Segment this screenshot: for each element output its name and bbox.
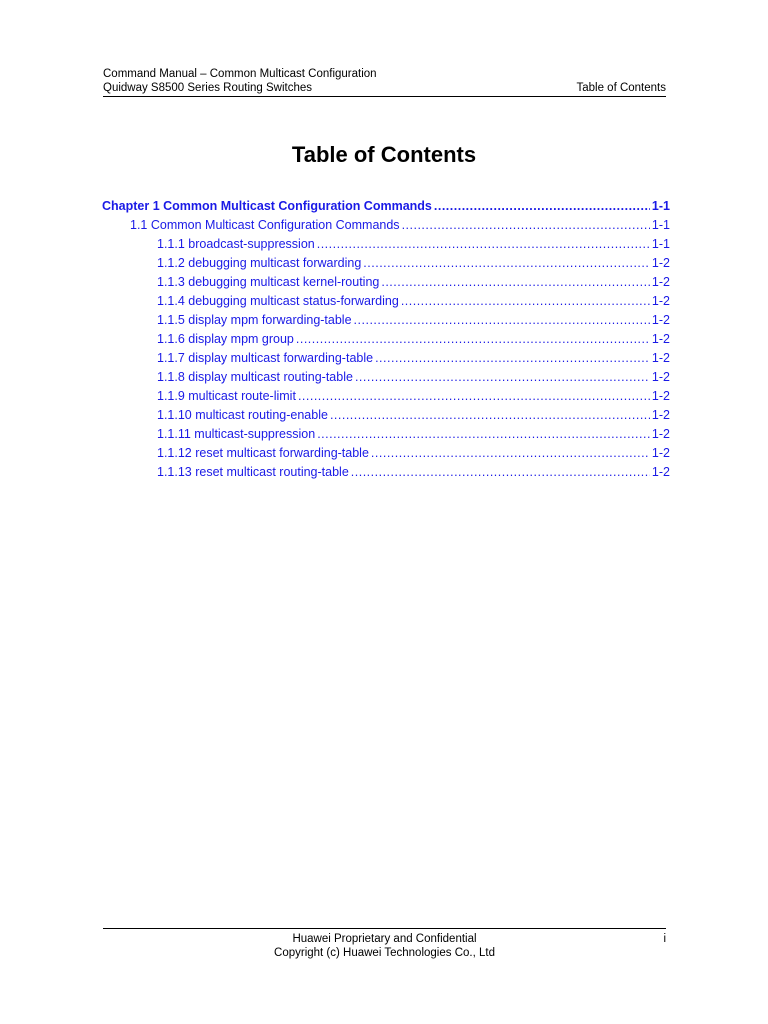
- toc-entry[interactable]: [102, 349, 670, 368]
- header-product-name: Quidway S8500 Series Routing Switches: [103, 82, 313, 94]
- toc-entry-page[interactable]: 1-2: [651, 389, 670, 403]
- toc-dot-leader: [375, 349, 650, 368]
- toc-entry-page[interactable]: 1-2: [651, 351, 670, 365]
- toc-dot-leader: [381, 273, 650, 292]
- toc-dot-leader: [434, 197, 650, 216]
- footer-line-2: [103, 946, 666, 960]
- toc-dot-leader: [330, 406, 650, 425]
- footer-confidentiality: Huawei Proprietary and Confidential: [292, 933, 477, 945]
- toc-entry[interactable]: [102, 254, 670, 273]
- toc-dot-leader: [354, 311, 650, 330]
- toc-entry-label[interactable]: 1.1.7 display multicast forwarding-table: [157, 351, 374, 365]
- toc-entry-page[interactable]: 1-2: [651, 408, 670, 422]
- toc-entry-label[interactable]: 1.1.3 debugging multicast kernel-routing: [157, 275, 380, 289]
- toc-entry-label[interactable]: 1.1.13 reset multicast routing-table: [157, 465, 349, 479]
- toc-entry[interactable]: [102, 235, 670, 254]
- toc-dot-leader: [317, 425, 650, 444]
- toc-entry-page[interactable]: 1-2: [651, 332, 670, 346]
- toc-entry-label[interactable]: 1.1.11 multicast-suppression: [157, 427, 316, 441]
- toc-entry-page[interactable]: 1-2: [651, 427, 670, 441]
- page-footer: [103, 928, 666, 960]
- toc-entry-page[interactable]: 1-1: [651, 199, 670, 213]
- page-title: Table of Contents: [291, 142, 477, 167]
- toc-entry-label[interactable]: 1.1.1 broadcast-suppression: [157, 237, 315, 251]
- toc-entry[interactable]: [102, 444, 670, 463]
- toc-entry-label[interactable]: 1.1.5 display mpm forwarding-table: [157, 313, 352, 327]
- toc-entry-label[interactable]: 1.1.9 multicast route-limit: [157, 389, 296, 403]
- toc-entry[interactable]: [102, 387, 670, 406]
- header-row: [103, 81, 666, 95]
- toc-entry[interactable]: [102, 292, 670, 311]
- toc-entry[interactable]: [102, 463, 670, 482]
- toc-entry-label[interactable]: 1.1.12 reset multicast forwarding-table: [157, 446, 369, 460]
- toc-entry-page[interactable]: 1-2: [651, 294, 670, 308]
- toc-entry[interactable]: [102, 406, 670, 425]
- toc-entry-page[interactable]: 1-2: [651, 465, 670, 479]
- page-number: i: [663, 933, 666, 945]
- toc-entry-label[interactable]: 1.1 Common Multicast Configuration Commands: [130, 218, 400, 232]
- header-manual-title: Command Manual – Common Multicast Configuration: [103, 68, 377, 80]
- toc-entry[interactable]: [102, 273, 670, 292]
- toc-dot-leader: [363, 254, 650, 273]
- toc-entry[interactable]: [102, 197, 670, 216]
- toc-entry-page[interactable]: 1-2: [651, 256, 670, 270]
- footer-copyright: Copyright (c) Huawei Technologies Co., Ltd: [274, 947, 495, 959]
- toc-entry[interactable]: [102, 216, 670, 235]
- header-divider: [103, 96, 666, 97]
- toc-entry-label[interactable]: 1.1.10 multicast routing-enable: [157, 408, 328, 422]
- toc-entry-label[interactable]: 1.1.6 display mpm group: [157, 332, 294, 346]
- toc-entry[interactable]: [102, 311, 670, 330]
- toc-entry-page[interactable]: 1-2: [651, 370, 670, 384]
- footer-divider: [103, 928, 666, 929]
- toc-entry-label[interactable]: 1.1.4 debugging multicast status-forwarding: [157, 294, 399, 308]
- toc-dot-leader: [317, 235, 650, 254]
- toc-dot-leader: [296, 330, 650, 349]
- toc-entry-page[interactable]: 1-2: [651, 446, 670, 460]
- toc-entry-label[interactable]: 1.1.8 display multicast routing-table: [157, 370, 353, 384]
- toc-dot-leader: [402, 216, 650, 235]
- toc-entry-page[interactable]: 1-2: [651, 313, 670, 327]
- toc-entry-label[interactable]: 1.1.2 debugging multicast forwarding: [157, 256, 362, 270]
- toc-entry[interactable]: [102, 425, 670, 444]
- table-of-contents: [102, 197, 670, 482]
- header-section-name: Table of Contents: [576, 82, 666, 94]
- toc-entry[interactable]: [102, 368, 670, 387]
- toc-dot-leader: [355, 368, 650, 387]
- toc-entry-page[interactable]: 1-1: [651, 237, 670, 251]
- toc-dot-leader: [351, 463, 650, 482]
- page-header: [103, 67, 666, 97]
- toc-entry-page[interactable]: 1-2: [651, 275, 670, 289]
- toc-dot-leader: [298, 387, 650, 406]
- toc-dot-leader: [401, 292, 650, 311]
- toc-dot-leader: [371, 444, 650, 463]
- toc-entry-page[interactable]: 1-1: [651, 218, 670, 232]
- toc-entry-label[interactable]: Chapter 1 Common Multicast Configuration Commands: [102, 199, 432, 213]
- footer-line-1: [103, 932, 666, 946]
- toc-entry[interactable]: [102, 330, 670, 349]
